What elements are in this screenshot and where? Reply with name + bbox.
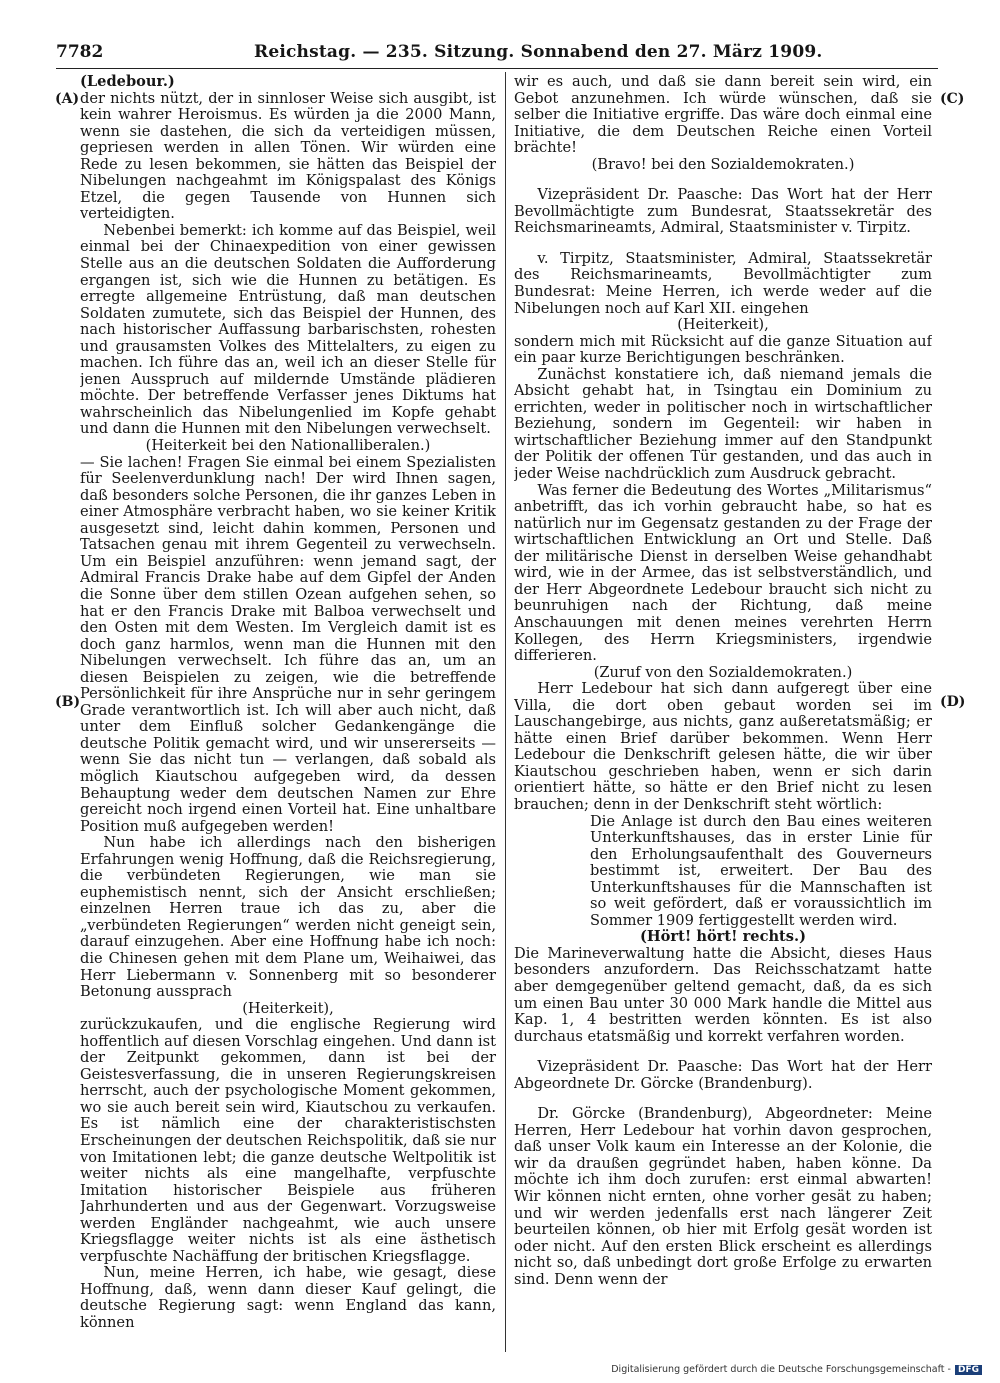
footer bbox=[611, 1364, 982, 1375]
interjection: (Bravo! bei den Sozialdemokraten.) bbox=[591, 155, 855, 173]
paragraph: sondern mich mit Rücksicht auf die ganze Situation auf ein paar kurze Berichtigungen beschränken. bbox=[514, 332, 932, 367]
margin-mark-c: (C) bbox=[940, 91, 965, 107]
interjection: (Heiterkeit), bbox=[242, 999, 334, 1017]
paragraph: Nebenbei bemerkt: ich komme auf das Beispiel, weil einmal bei der Chinaexpedition von einer gewissen Stelle aus an die deutschen Soldaten die Aufforderung ergangen ist, sich wie die Hunnen zu betätigen. Es erregte allgemeine Entrüstung, daß man deutschen Soldaten zumutete, sich das Beispiel der Hunnen, des nach historischer Auffassung barbarischsten, rohesten und grausamsten Volkes des Mittelalters, zu eigen zu machen. Ich führe das an, weil ich an dieser Stelle für jenen Ausspruch auf mildernde Umstände plädieren möchte. Der betreffende Verfasser jenes Diktums hat wahrscheinlich das Nibelungenlied im Kopfe gehabt und dann die Hunnen mit den Nibelungen verwechselt. bbox=[80, 221, 496, 438]
paragraph: Nun habe ich allerdings nach den bisherigen Erfahrungen wenig Hoffnung, daß die Reichsregierung, die verbündeten Regierungen, wie man sie euphemistisch nennt, sich der Ansicht erschließen; einzelnen Herren traue ich das zu, aber die „verbündeten Regierungen“ werden nicht geneigt sein, darauf einzugehen. Aber eine Hoffnung habe ich noch: die Chinesen gehen mit dem Plane um, Weihaiwei, das Herr Liebermann v. Sonnenberg mit so besonderer Betonung aussprach bbox=[80, 834, 496, 1001]
paragraph: Zunächst konstatiere ich, daß niemand jemals die Absicht gehabt hat, in Tsingtau ein Dominium zu errichten, weder in politischer noch in wirtschaftlicher Beziehung, sondern im Gegenteil: wir haben in wirtschaftlicher Beziehung immer auf den Standpunkt der Politik der offenen Tür gestanden, und das auch in jeder Weise nachdrücklich zum Ausdruck gebracht. bbox=[514, 365, 932, 483]
paragraph: Was ferner die Bedeutung des Wortes „Militarismus“ anbetrifft, das ich vorhin gebraucht habe, so hat es natürlich nur im Gegensatz gestanden zu der Frage der wirtschaftlichen Entwicklung an Ort und Stelle. Daß der militärische Dienst in derselben Weise gehandhabt wird, wie in der Armee, das ist selbstverständlich, und der Herr Abgeordnete Ledebour braucht sich nicht zu beunruhigen nach der Richtung, daß meine Anschauungen mit denen meines verehrten Herrn Kollegen, des Herrn Kriegsministers, irgendwie differieren. bbox=[514, 481, 932, 665]
dfg-logo: DFG bbox=[955, 1365, 982, 1375]
paragraph: Die Marineverwaltung hatte die Absicht, dieses Haus besonders anzufordern. Das Reichsschatzamt hatte aber demgegenüber geltend gemacht, daß, da es sich um einen Bau unter 30 000 Mark handle die Mittel aus Kap. 1, 4 bestritten werden könnten. Es ist also durchaus etatsmäßig und korrekt verfahren worden. bbox=[514, 944, 932, 1045]
column-divider bbox=[505, 72, 506, 1352]
quotation: Die Anlage ist durch den Bau eines weiteren Unterkunftshauses, das in erster Linie für den Erholungsaufenthalt des Gouverneurs bestimmt ist, erweitert. Der Bau des Unterkunftshauses für die Mannschaften ist so weit gefördert, daß er voraussichtlich im Sommer 1909 fertiggestellt werden wird. bbox=[590, 812, 932, 929]
paragraph: der nichts nützt, der in sinnloser Weise sich ausgibt, ist kein wahrer Heroismus. Es würden ja die 2000 Mann, wenn sie dastehen, die sich da verteidigen müssen, gepriesen werden in allen Tönen. Wir würden eine Rede zu lesen bekommen, sie hätten das Beispiel der Nibelungen nachgeahmt im Königspalast des Königs Etzel, die gegen Tausende von Hunnen sich verteidigten. bbox=[80, 89, 496, 223]
margin-mark-a: (A) bbox=[55, 91, 80, 107]
speaker-paragraph: Vizepräsident Dr. Paasche: Das Wort hat der Herr Bevollmächtigte zum Bundesrat, Staatssekretär des Reichsmarineamts, Admiral, Staatsminister v. Tirpitz. bbox=[514, 186, 932, 237]
paragraph: — Sie lachen! Fragen Sie einmal bei einem Spezialisten für Seelenverdunklung nach! Der wird Ihnen sagen, daß besonders solche Personen, die ihr ganzes Leben in einer Atmosphäre verbracht haben, wo sie keiner Kritik ausgesetzt sind, leicht dahin kommen, Personen und Tatsachen genau mit ihrem Gegenteil zu verwechseln. Um ein Beispiel anzuführen: wenn jemand sagt, der Admiral Francis Drake habe auf dem Gipfel der Anden die Sonne über dem stillen Ozean aufgehen sehen, so hat er den Francis Drake mit Balboa verwechselt und den Osten mit dem Westen. Im Vergleich damit ist es doch ganz harmlos, wenn man die Hunnen mit den Nibelungen verwechselt. Ich führe das an, um an diesen Beispielen zu zeigen, wie die betreffende Persönlichkeit für ihre Ansprüche nur in sehr geringem Grade verantwortlich ist. Ich will aber auch nicht, daß unter dem Einfluß solcher Gedankengänge die deutsche Politik gemacht wird, und wir unsererseits — wenn Sie das nicht tun — verlangen, daß sobald als möglich Kiautschou aufgegeben wird, da dessen Behauptung weder dem deutschen Namen zur Ehre gereicht noch irgend einen Vorteil hat. Eine unhaltbare Position muß aufgegeben werden! bbox=[80, 453, 496, 835]
speaker-paragraph: Dr. Görcke (Brandenburg), Abgeordneter: Meine Herren, Herr Ledebour hat vorhin davon gesprochen, daß unser Volk kaum ein Interesse an der Kolonie, die wir da draußen gegründet haben, haben könne. Da möchte ich ihm doch zurufen: erst einmal abwarten! Wir können nicht ernten, ohne vorher gesät zu haben; und wir werden jedenfalls erst nach längerer Zeit beurteilen können, ob hier mit Erfolg gesät worden ist oder nicht. Auf den ersten Blick erscheint es allerdings nicht so, daß unbedingt dort große Erfolge zu erwarten sind. Denn wenn der bbox=[514, 1105, 932, 1288]
interjection: (Hört! hört! rechts.) bbox=[639, 928, 807, 946]
paragraph: Nun, meine Herren, ich habe, wie gesagt, diese Hoffnung, daß, wenn dann dieser Kauf gelingt, die deutsche Regierung sagt: wenn England das kann, können bbox=[80, 1264, 496, 1332]
paragraph: zurückzukaufen, und die englische Regierung wird hoffentlich auf diesen Vorschlag eingehen. Und dann ist der Zeitpunkt gekommen, dann ist bei der Geistesverfassung, die in unseren Regierungskreisen herrscht, auch der psychologische Moment gekommen, wo sie auch bereit sein wird, Kiautschou zu verkaufen. Es ist nämlich eine der charakteristischsten Erscheinungen der deutschen Reichspolitik, daß sie nur von Imitationen lebt; die ganze deutsche Weltpolitik ist weiter nichts als eine mangelhafte, verpfuschte Imitation historischer Beispiele aus früheren Jahrhunderten und aus der Gegenwart. Vorzugsweise werden Engländer nachgeahmt, wie auch unsere Kriegsflagge weiter nichts ist als eine ästhetisch verpfuschte Nachäffung der britischen Kriegsflagge. bbox=[80, 1016, 496, 1265]
speaker-paragraph: Vizepräsident Dr. Paasche: Das Wort hat der Herr Abgeordnete Dr. Görcke (Brandenburg). bbox=[514, 1058, 932, 1092]
speaker-marker: (Ledebour.) bbox=[80, 74, 175, 90]
interjection: (Heiterkeit), bbox=[677, 316, 769, 334]
footer-text: Digitalisierung gefördert durch die Deutsche Forschungsgemeinschaft - bbox=[611, 1364, 951, 1375]
right-column bbox=[514, 74, 932, 1344]
left-column bbox=[80, 74, 496, 1344]
page-number: 7782 bbox=[56, 42, 104, 62]
paragraph: wir es auch, und daß sie dann bereit sein wird, ein Gebot anzunehmen. Ich würde wünschen, daß sie selber die Initiative ergriffe. Das wäre doch einmal eine Initiative, die dem Deutschen Reiche einen Vorteil brächte! bbox=[514, 74, 932, 157]
paragraph: Herr Ledebour hat sich dann aufgeregt über eine Villa, die dort oben gebaut worden sei im Lauschangebirge, aus nichts, ganz außeretatsmäßig; er hätte einen Brief darüber bekommen. Wenn Herr Ledebour die Denkschrift gelesen hätte, die wir über Kiautschou geschrieben haben, wenn er sich darin orientiert hätte, so hätte er den Brief nicht zu lesen brauchen; denn in der Denkschrift steht wörtlich: bbox=[514, 680, 932, 813]
margin-mark-b: (B) bbox=[55, 694, 81, 710]
running-title: Reichstag. — 235. Sitzung. Sonnabend den 27. März 1909. bbox=[254, 42, 823, 62]
interjection: (Heiterkeit bei den Nationalliberalen.) bbox=[145, 437, 431, 455]
running-header bbox=[56, 40, 938, 69]
margin-mark-d: (D) bbox=[940, 694, 966, 710]
interjection: (Zuruf von den Sozialdemokraten.) bbox=[593, 663, 853, 681]
speaker-paragraph: v. Tirpitz, Staatsminister, Admiral, Staatssekretär des Reichsmarineamts, Bevollmächtigter zum Bundesrat: Meine Herren, ich werde weder auf die Nibelungen noch auf Karl XII. eingehen bbox=[514, 249, 932, 317]
